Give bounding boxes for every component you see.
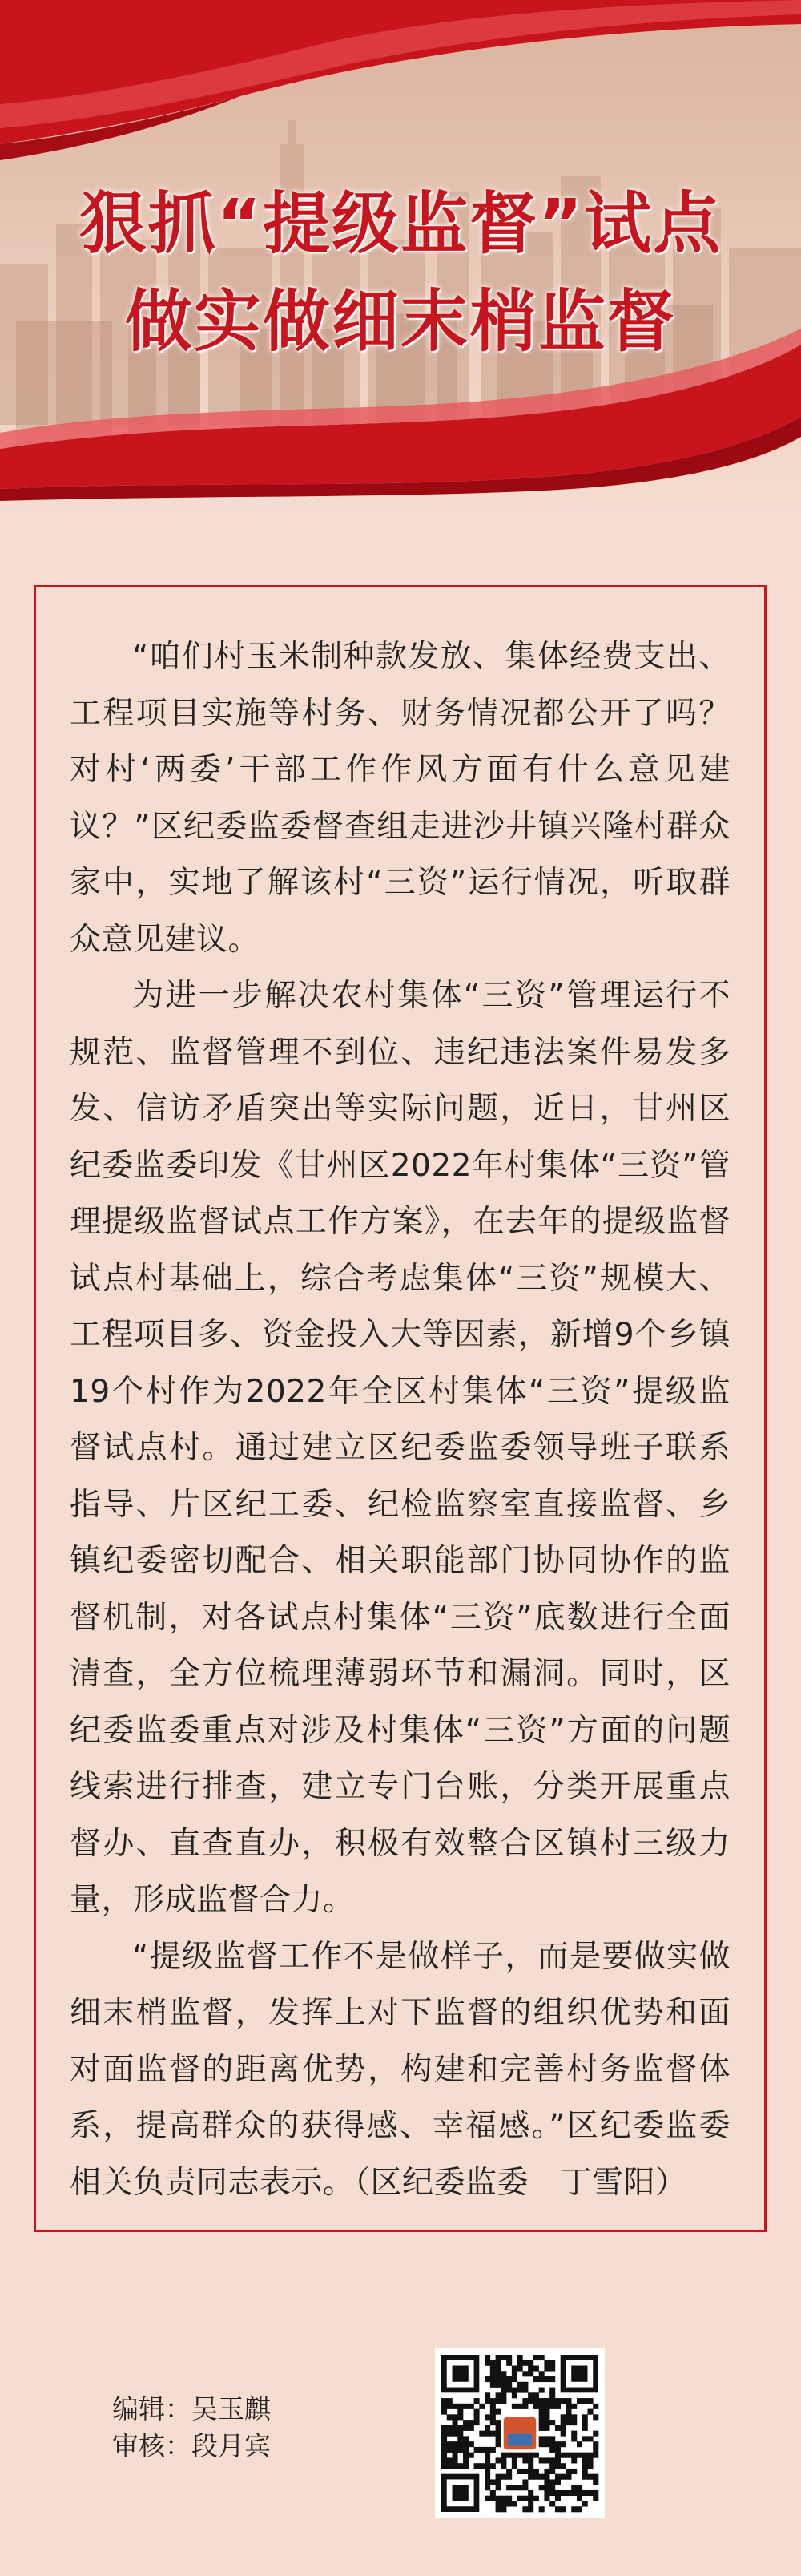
title-line-1: 狠抓“提级监督”试点 <box>78 184 723 263</box>
reviewer-credit: 审核：段月宾 <box>112 2430 271 2461</box>
article-paragraph-1: “咱们村玉米制种款发放、集体经费支出、工程项目实施等村务、财务情况都公开了吗？对村‘两委’干部工作作风方面有什么意见建议？”区纪委监委督查组走进沙井镇兴隆村群众家中，实地了解该村“三资”运行情况，听取群众意见建议。 <box>70 639 731 958</box>
article-box <box>34 585 767 2232</box>
credits <box>112 2391 271 2465</box>
header-banner <box>0 0 801 513</box>
article-paragraph-2: 为进一步解决农村集体“三资”管理运行不规范、监督管理不到位、违纪违法案件易发多发、信访矛盾突出等实际问题，近日，甘州区纪委监委印发《甘州区2022年村集体“三资”管理提级监督试点工作方案》，在去年的提级监督试点村基础上，综合考虑集体“三资”规模大、工程项目多、资金投入大等因素，新增9个乡镇19个村作为2022年全区村集体“三资”提级监督试点村。通过建立区纪委监委领导班子联系指导、片区纪工委、纪检监察室直接监督、乡镇纪委密切配合、相关职能部门协同协作的监督机制，对各试点村集体“三资”底数进行全面清查，全方位梳理薄弱环节和漏洞。同时，区纪委监委重点对涉及村集体“三资”方面的问题线索进行排查，建立专门台账，分类开展重点督办、直查直办，积极有效整合区镇村三级力量，形成监督合力。 <box>70 978 731 1918</box>
qr-code-icon <box>435 2348 605 2518</box>
qr-code-graphic <box>435 2348 605 2518</box>
editor-credit: 编辑：吴玉麒 <box>112 2393 271 2425</box>
title-line-2: 做实做细末梢监督 <box>124 282 676 361</box>
article-paragraph-3: “提级监督工作不是做样子，而是要做实做细末梢监督，发挥上对下监督的组织优势和面对面监督的距离优势，构建和完善村务监督体系，提高群众的获得感、幸福感。”区纪委监委相关负责同志表示。（区纪委监委 丁雪阳） <box>70 1938 731 2201</box>
